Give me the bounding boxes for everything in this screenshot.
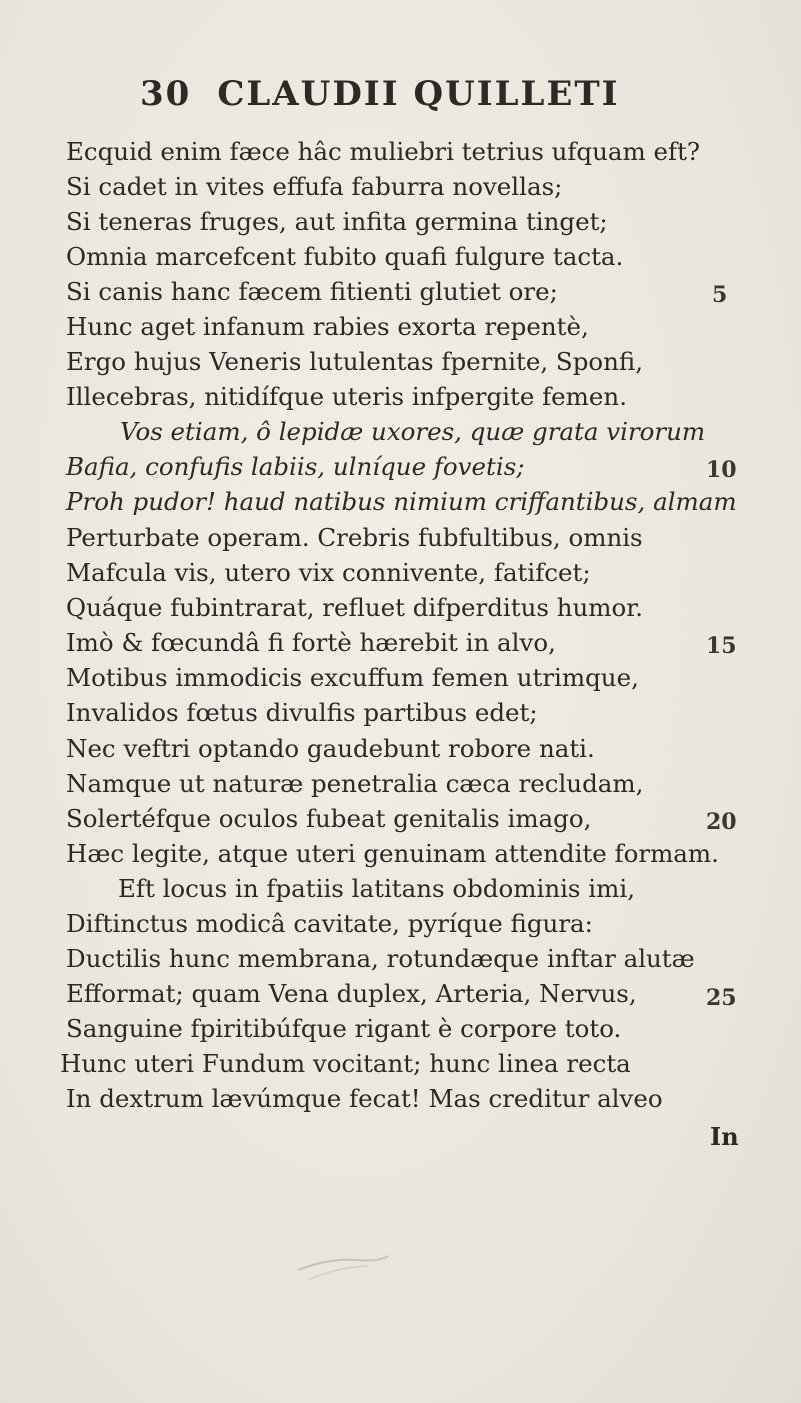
verse-line-20: Solertéfque oculos fubeat genitalis imago, <box>66 804 592 833</box>
verse-line-27: Hunc uteri Fundum vocitant; hunc linea recta <box>60 1049 631 1078</box>
verse-line-14: Quáque fubintrarat, refluet difperditus humor. <box>66 593 644 622</box>
verse-line-4: Omnia marcefcent fubito quafi fulgure tacta. <box>66 242 624 271</box>
running-header <box>140 74 620 114</box>
verse-line-13: Mafcula vis, utero vix connivente, fatifcet; <box>66 558 591 587</box>
verse-line-5: Si canis hanc fæcem fitienti glutiet ore; <box>66 277 558 306</box>
line-number-15: 15 <box>706 633 737 659</box>
verse-line-19: Namque ut naturæ penetralia cæca recludam, <box>66 769 644 798</box>
verse-line-9: Vos etiam, ô lepidæ uxores, quæ grata virorum <box>120 417 706 446</box>
line-number-20: 20 <box>706 809 737 835</box>
catchword: In <box>710 1122 739 1151</box>
verse-line-12 <box>66 523 643 552</box>
verse-line-28: In dextrum lævúmque fecat! Mas creditur alveo <box>66 1084 663 1113</box>
verse-line-1: Ecquid enim fæce hâc muliebri tetrius ufquam eft? <box>66 137 701 166</box>
verse-line-2: Si cadet in vites effufa faburra novellas; <box>66 172 563 201</box>
verse-line-21: Hæc legite, atque uteri genuinam attendite formam. <box>66 839 719 868</box>
verse-line-22: Eft locus in fpatiis latitans obdominis imi, <box>118 874 635 903</box>
running-title: CLAUDII QUILLETI <box>217 74 620 114</box>
verse-line-15: Imò & fœcundâ fi fortè hærebit in alvo, <box>66 628 556 657</box>
verse-line-17: Invalidos fœtus divulfis partibus edet; <box>66 698 538 727</box>
verse-line-8: Illecebras, nitidífque uteris infpergite femen. <box>66 382 627 411</box>
verse-line-23: Diftinctus modicâ cavitate, pyríque figura: <box>66 909 593 938</box>
line-number-25: 25 <box>706 985 737 1011</box>
verse-line-6: Hunc aget infanum rabies exorta repentè, <box>66 312 589 341</box>
verse-line-10: Bafia, confufis labiis, ulníque fovetis; <box>66 452 525 481</box>
verse-line-3: Si teneras fruges, aut infita germina tinget; <box>66 207 608 236</box>
verse-line-16: Motibus immodicis excuffum femen utrimque, <box>66 663 639 692</box>
verse-line-26: Sanguine fpiritibúfque rigant è corpore toto. <box>66 1014 622 1043</box>
verse-line-12-text: Perturbate operam. Crebris fubfultibus, omnis <box>66 523 643 552</box>
verse-line-11: Proh pudor! haud natibus nimium criffantibus, almam <box>66 487 737 516</box>
verse-line-18: Nec veftri optando gaudebunt robore nati. <box>66 734 595 763</box>
verse-line-24: Ductilis hunc membrana, rotundæque inftar alutæ <box>66 944 695 973</box>
verse-line-25: Efformat; quam Vena duplex, Arteria, Nervus, <box>66 979 637 1008</box>
line-number-5: 5 <box>712 282 728 308</box>
ink-smudge <box>288 1230 398 1290</box>
verse-line-7: Ergo hujus Veneris lutulentas fpernite, Sponfi, <box>66 347 644 376</box>
page-number: 30 <box>140 74 192 114</box>
line-number-10: 10 <box>706 457 737 483</box>
